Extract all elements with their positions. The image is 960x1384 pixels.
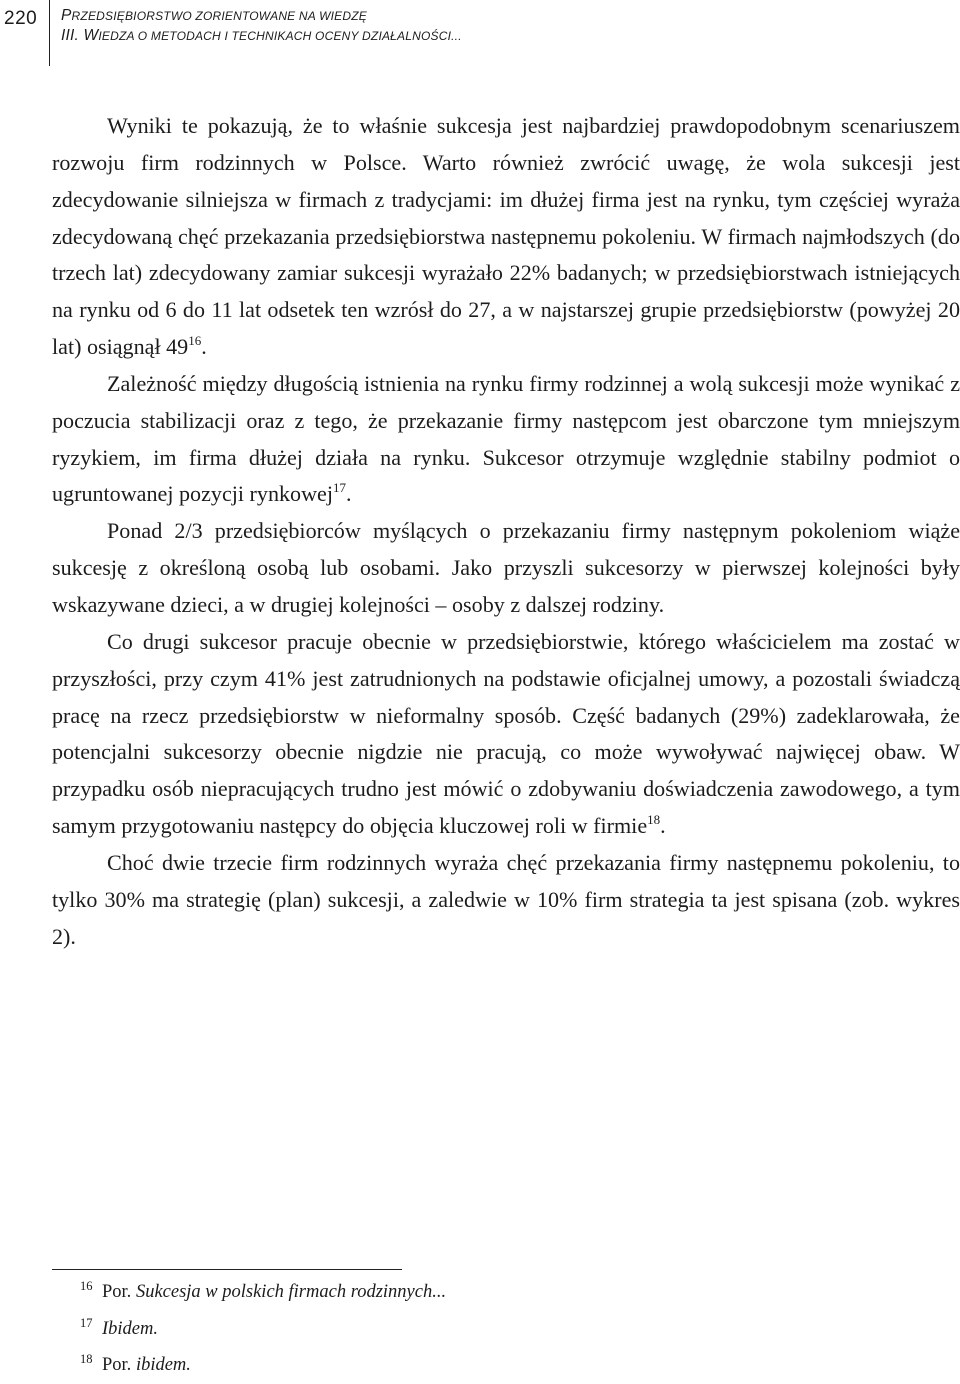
paragraph-1-text: Wyniki te pokazują, że to właśnie sukcesja jest najbardziej prawdopodobnym scenariuszem rozwoju firm rodzinnych w Polsce. Warto również zwrócić uwagę, że wola sukcesji jest zdecydowanie silniejsza w firmach z tradycjami: im dłużej firma jest na rynku, tym częściej wyraża zdecydowaną chęć przekazania przedsiębiorstwa następnemu pokoleniu. W firmach najmłodszych (do trzech lat) zdecydowany zamiar sukcesji wyrażało 22% badanych; w przedsiębiorstwach istniejących na rynku od 6 do 11 lat odsetek ten wzrósł do 27, a w najstarszej grupie przedsiębiorstw (powyżej 20 lat) osiągnął 49 [52,113,960,360]
paragraph-2-end: . [346,481,352,507]
footnote-roman: Por. [102,1355,136,1375]
footnote-number: 18 [80,1352,93,1366]
footnote-16 [52,1274,912,1311]
paragraph-1 [52,108,960,366]
page-number: 220 [4,8,38,29]
header-line-1-rest: RZEDSIĘBIORSTWO ZORIENTOWANE NA WIEDZĘ [71,9,367,23]
running-header [61,6,462,46]
paragraph-3: Ponad 2/3 przedsiębiorców myślących o przekazaniu firmy następnym pokoleniom wiąże sukcesję z określoną osobą lub osobami. Jako przyszli sukcesorzy w pierwszej kolejności były wskazywane dzieci, a w drugiej kolejności – osoby z dalszej rodziny. [52,518,960,617]
paragraph-4-text: Co drugi sukcesor pracuje obecnie w przedsiębiorstwie, którego właścicielem ma zostać w przyszłości, przy czym 41% jest zatrudnionych na podstawie oficjalnej umowy, a pozostali świadczą pracę na rzecz przedsiębiorstw w nieformalny sposób. Część badanych (29%) zadeklarowała, że potencjalni sukcesorzy obecnie nigdzie nie pracują, co może wywoływać najwięcej obaw. W przypadku osób niepracujących trudno jest mówić o zdobywaniu doświadczenia zawodowego, a tym samym przygotowaniu następcy do objęcia kluczowej roli w firmie [52,628,960,839]
footnote-17 [52,1311,912,1348]
header-line-2-rest: IEDZA O METODACH I TECHNIKACH OCENY DZIAŁALNOŚCI... [98,29,462,43]
paragraph-4-end: . [660,813,666,839]
paragraph-2-text: Zależność między długością istnienia na rynku firmy rodzinnej a wolą sukcesji może wynikać z poczucia stabilizacji oraz z tego, że przekazanie firmy następcom jest obarczone tym mniejszym ryzykiem, im firma dłużej działa na rynku. Sukcesor otrzymuje względnie stabilny podmiot o ugruntowanej pozycji rynkowej [52,370,960,507]
footnote-ref-18: 18 [647,812,661,828]
footnote-roman: Por. [102,1282,136,1302]
footnote-18 [52,1347,912,1384]
footnote-text [102,1311,158,1348]
paragraph-1-end: . [201,334,207,360]
footnotes [52,1274,912,1384]
footnote-ref-16: 16 [188,333,202,349]
paragraph-2 [52,366,960,513]
footnote-separator [52,1269,402,1270]
footnote-text [102,1347,191,1384]
header-line-2-prefix: III. W [61,27,99,44]
footnote-italic: ibidem. [135,1355,191,1375]
footnote-ref-17: 17 [333,480,347,496]
footnote-italic: Ibidem. [102,1318,158,1339]
footnote-number: 17 [80,1315,93,1330]
footnote-italic: Sukcesja w polskich firmach rodzinnych... [135,1282,447,1302]
header-line-1-initial: P [61,7,72,24]
body-text [52,108,960,955]
footnote-text [102,1274,446,1311]
running-header-line-2 [61,26,462,46]
paragraph-4 [52,624,960,845]
paragraph-5: Choć dwie trzecie firm rodzinnych wyraża chęć przekazania firmy następnemu pokoleniu, to tylko 30% ma strategię (plan) sukcesji, a zaledwie w 10% firm strategia ta jest spisana (zob. wykres 2). [52,849,960,949]
running-header-line-1 [61,6,462,26]
footnote-number: 16 [80,1279,93,1293]
header-divider [49,0,50,66]
